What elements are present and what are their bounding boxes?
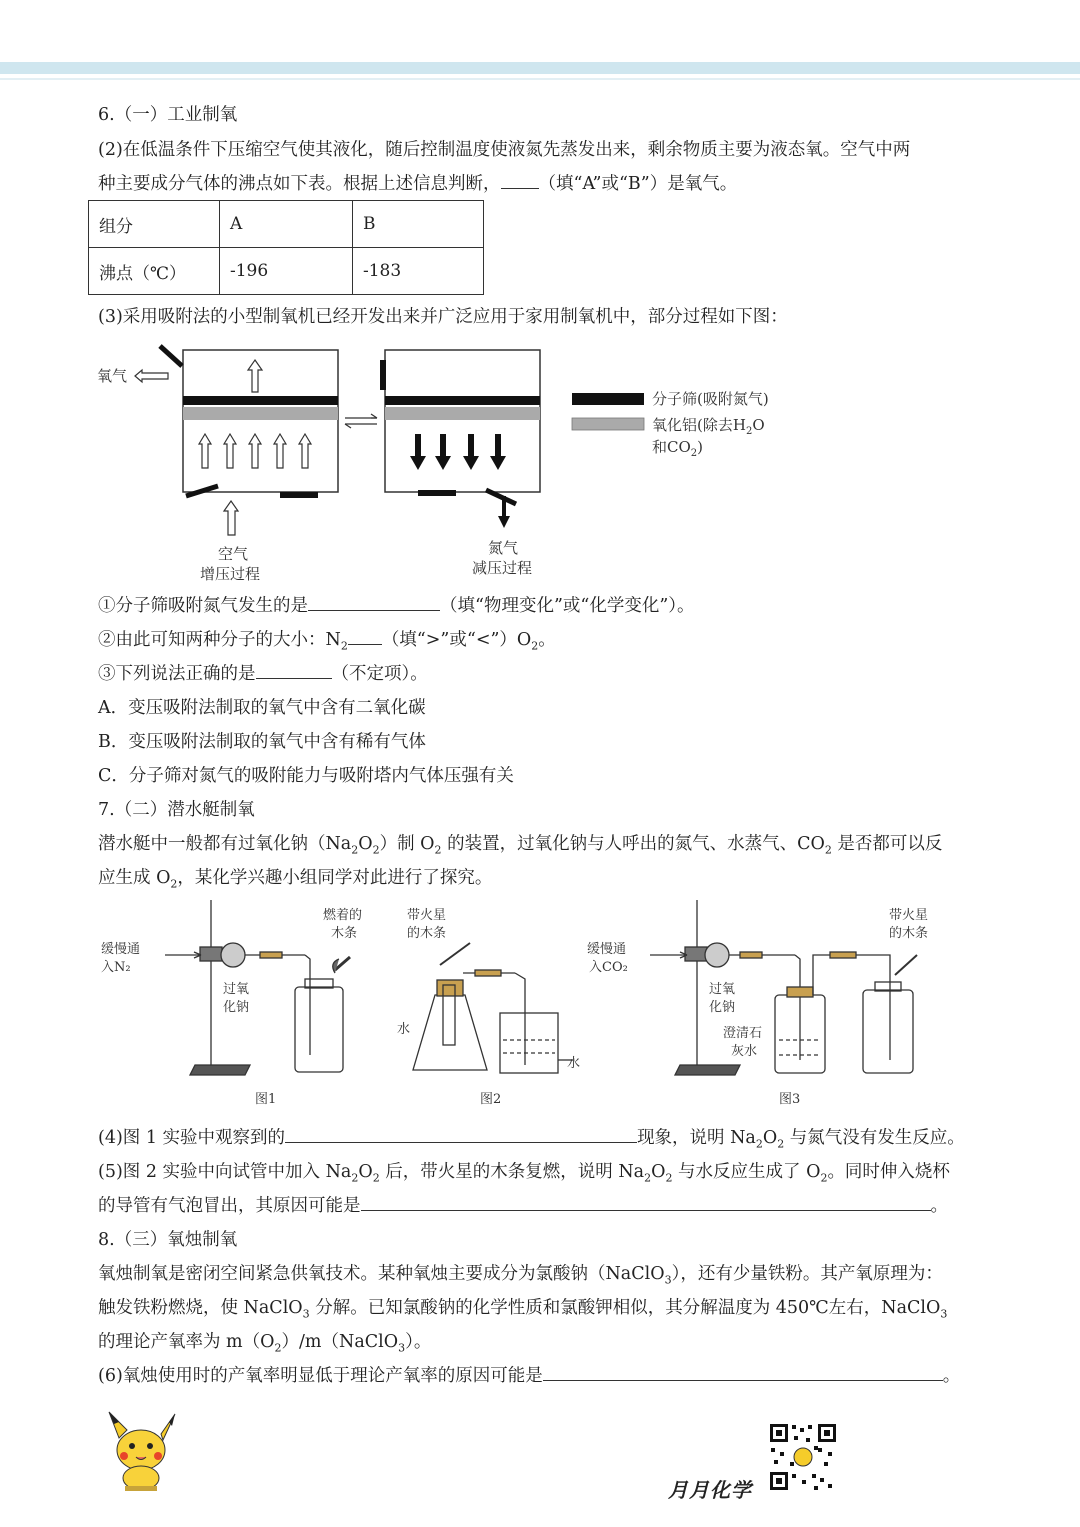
q8-line2: 触发铁粉燃烧，使 NaClO$_3$ 分解。已知氯酸钠的化学性质和氯酸钾相似，其分解温度为 450℃左右，NaClO$_3$ xyxy=(98,1298,948,1321)
q6-s1: ①分子筛吸附氮气发生的是 （填“物理变化”或“化学变化”）。 xyxy=(98,596,695,616)
q7-p5-line1: (5)图 2 实验中向试管中加入 $Na_2O_2$ 后，带火星的木条复燃，说明 $Na_2O_2$ 与水反应生成了 $O_2$。同时伸入烧杯 xyxy=(98,1162,950,1185)
up-arrows xyxy=(199,434,311,468)
fig3-spark-1: 带火星 xyxy=(889,908,929,923)
answer-blank[interactable] xyxy=(501,172,539,189)
q6-p2-line2: 种主要成分气体的沸点如下表。根据上述信息判断， （填“A”或“B”）是氧气。 xyxy=(98,174,738,194)
q7-p4: (4)图 1 实验中观察到的 现象，说明 $Na_2O_2$ 与氮气没有发生反应。 xyxy=(98,1128,965,1151)
header-bar xyxy=(0,62,1080,74)
nitrogen-label: 氮气 xyxy=(488,539,519,557)
legend-sieve-swatch xyxy=(572,393,644,405)
table-header-cell: A xyxy=(220,201,353,248)
experiment-figures xyxy=(95,895,975,1115)
left-tower xyxy=(183,350,338,492)
fig3-slow-co2: 缓慢通 xyxy=(587,942,627,957)
fig1-na2o2-2: 化钠 xyxy=(223,1000,250,1015)
fig2-spark-1: 带火星 xyxy=(407,908,447,923)
answer-blank[interactable] xyxy=(543,1364,943,1381)
q6-option-a: A．变压吸附法制取的氧气中含有二氧化碳 xyxy=(98,698,426,718)
q7-intro-2: 应生成 $O_2$，某化学兴趣小组同学对此进行了探究。 xyxy=(98,868,493,891)
fig3-lime-2: 灰水 xyxy=(731,1044,758,1059)
fig3-co2: 入CO₂ xyxy=(589,960,628,975)
table-cell: 沸点（℃） xyxy=(89,248,220,295)
legend-sieve: 分子筛(吸附氮气) xyxy=(652,390,769,408)
q7-intro-1: 潜水艇中一般都有过氧化钠$(Na_2O_2)$制 $O_2$ 的装置，过氧化钠与人呼出的氮气、水蒸气、$CO_2$ 是否都可以反 xyxy=(98,834,943,857)
answer-blank[interactable] xyxy=(285,1126,637,1143)
fig3-caption: 图3 xyxy=(779,1092,801,1107)
fig3-spark-2: 的木条 xyxy=(889,926,929,941)
qr-code[interactable] xyxy=(768,1422,838,1492)
table-cell: -196 xyxy=(220,248,353,295)
table-cell: -183 xyxy=(353,248,484,295)
right-tower xyxy=(385,350,540,492)
fig2-caption: 图2 xyxy=(480,1092,502,1107)
fig1-burning-1: 燃着的 xyxy=(323,908,363,923)
oxygen-out-arrow xyxy=(135,370,168,382)
pressurize-label: 增压过程 xyxy=(200,565,261,583)
fig2-water-2: 水 xyxy=(567,1056,581,1071)
down-arrows xyxy=(410,434,506,470)
q6-p2-line1: (2)在低温条件下压缩空气使其液化，随后控制温度使液氮先蒸发出来，剩余物质主要为液态氧。空气中两 xyxy=(98,140,911,160)
q7-p5-line2: 的导管有气泡冒出，其原因可能是 。 xyxy=(98,1196,948,1216)
fig3-na2o2-2: 化钠 xyxy=(709,1000,736,1015)
answer-blank[interactable] xyxy=(308,594,440,611)
boiling-point-table xyxy=(88,200,484,295)
q6-s2: ②由此可知两种分子的大小：$N_2$ （填“>”或“$<”)O_2$。 xyxy=(98,630,556,653)
adsorption-diagram xyxy=(90,338,810,583)
oxygen-label: 氧气 xyxy=(97,367,128,385)
air-in-arrow xyxy=(224,501,238,535)
q6-p3: (3)采用吸附法的小型制氧机已经开发出来并广泛应用于家用制氧机中，部分过程如下图： xyxy=(98,307,788,327)
header-line xyxy=(0,78,1080,80)
table-header-cell: 组分 xyxy=(89,201,220,248)
fig2-water-1: 水 xyxy=(397,1022,411,1037)
q6-option-b: B．变压吸附法制取的氧气中含有稀有气体 xyxy=(98,732,426,752)
fig3-na2o2-1: 过氧 xyxy=(709,982,736,997)
legend-alumina-line2: 和$CO_2$) xyxy=(652,438,704,459)
answer-blank[interactable] xyxy=(361,1194,931,1211)
q6-title: 6.（一）工业制氧 xyxy=(98,105,238,125)
fig1-slow-n2: 缓慢通 xyxy=(101,942,141,957)
fig1-caption: 图1 xyxy=(255,1092,277,1107)
air-label: 空气 xyxy=(218,545,249,563)
answer-blank[interactable] xyxy=(348,628,382,645)
fig1-n2: 入N₂ xyxy=(101,960,131,975)
fig1-na2o2-1: 过氧 xyxy=(223,982,250,997)
q6-s3: ③下列说法正确的是 （不定项）。 xyxy=(98,664,428,684)
q6-option-c: C．分子筛对氮气的吸附能力与吸附塔内气体压强有关 xyxy=(98,766,514,786)
q8-line3: 的理论产氧率为 $m(O_2)/m(NaClO_3)$。 xyxy=(98,1332,432,1355)
q7-title: 7.（二）潜水艇制氧 xyxy=(98,800,255,820)
pikachu-mascot xyxy=(105,1410,177,1492)
answer-blank[interactable] xyxy=(256,662,332,679)
q8-p6: (6)氧烛使用时的产氧率明显低于理论产氧率的原因可能是 。 xyxy=(98,1366,961,1386)
fig1-burning-2: 木条 xyxy=(331,926,358,941)
q8-line1: 氧烛制氧是密闭空间紧急供氧技术。某种氧烛主要成分为氯酸钠（NaClO$_3$），还有少量铁粉。其产氧原理为： xyxy=(98,1264,943,1287)
figure-3 xyxy=(650,900,917,1075)
figure-1 xyxy=(165,900,350,1075)
brand-logo: 月月化学 xyxy=(668,1478,752,1502)
figure-2 xyxy=(413,943,573,1073)
table-header-cell: B xyxy=(353,201,484,248)
fig3-lime-1: 澄清石 xyxy=(723,1026,763,1041)
depressurize-label: 减压过程 xyxy=(472,559,533,577)
legend-alumina-line1: 氧化铝(除去$H_2O$ xyxy=(652,416,765,437)
q8-title: 8.（三）氧烛制氧 xyxy=(98,1230,238,1250)
fig2-spark-2: 的木条 xyxy=(407,926,447,941)
legend-alumina-swatch xyxy=(572,418,644,430)
